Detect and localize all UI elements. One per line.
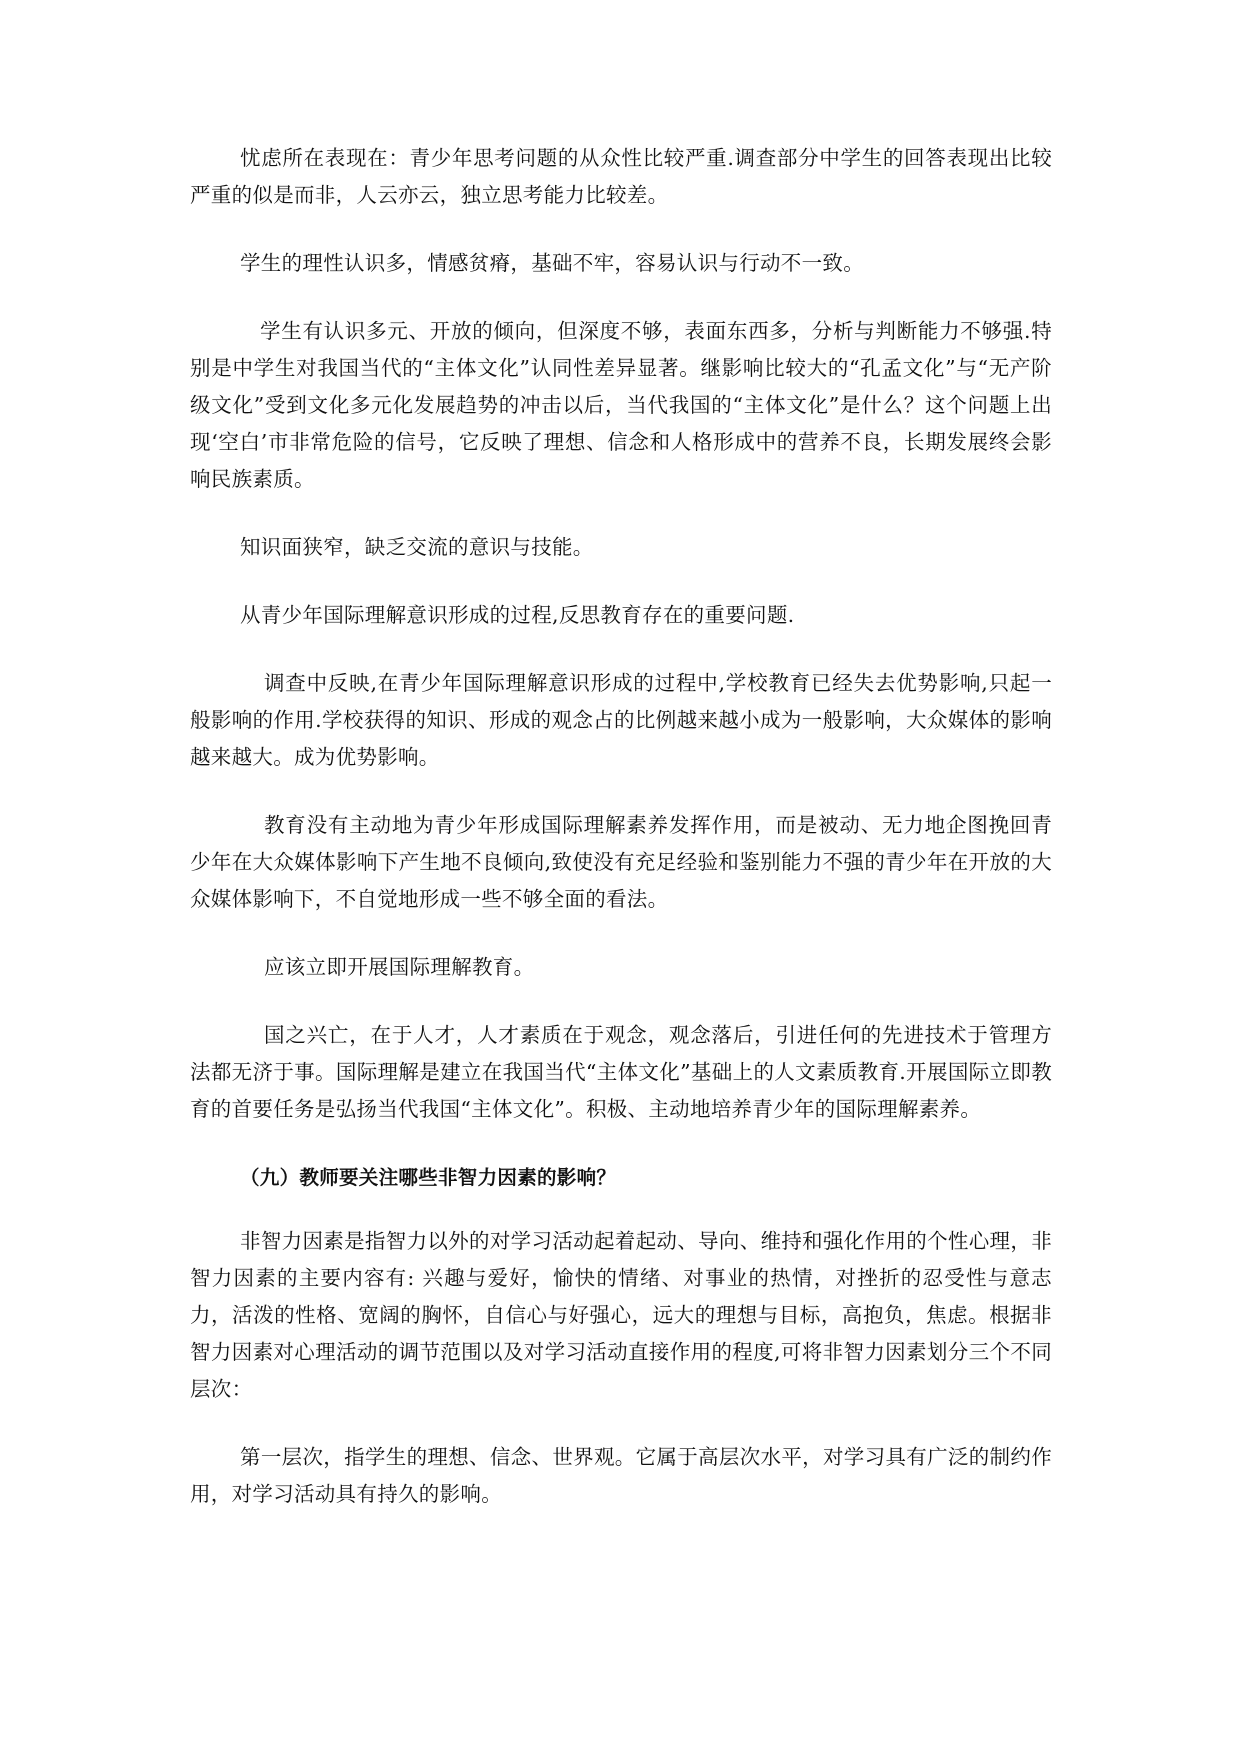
paragraph-start-education: 应该立即开展国际理解教育。 <box>264 955 535 979</box>
section-heading: （九）教师要关注哪些非智力因素的影响？ <box>240 1166 617 1189</box>
paragraph-narrow-knowledge: 知识面狭窄，缺乏交流的意识与技能。 <box>240 535 594 559</box>
paragraph-reflect-education: 从青少年国际理解意识形成的过程,反思教育存在的重要问题. <box>240 603 795 627</box>
paragraph-national-talent: 国之兴亡，在于人才，人才素质在于观念，观念落后，引进任何的先进技术于管理方法都无济于事。国际理解是建立在我国当代“主体文化”基础上的人文素质教育.开展国际立即教育的首要任务是弘扬当代我国“主体文化”。积极、主动地培养青少年的国际理解素养。 <box>190 1023 1052 1121</box>
paragraph-passive-education: 教育没有主动地为青少年形成国际理解素养发挥作用，而是被动、无力地企图挽回青少年在大众媒体影响下产生地不良倾向,致使没有充足经验和鉴别能力不强的青少年在开放的大众媒体影响下，不自觉地形成一些不够全面的看法。 <box>190 813 1052 911</box>
document-page <box>190 140 1052 1544</box>
paragraph-non-intellectual-factors: 非智力因素是指智力以外的对学习活动起着起动、导向、维持和强化作用的个性心理，非智力因素的主要内容有: 兴趣与爱好，愉快的情绪、对事业的热情，对挫折的忍受性与意志力，活泼的性格、宽阔的胸怀，自信心与好强心，远大的理想与目标，高抱负，焦虑。根据非智力因素对心理活动的调节范围以及对学习活动直接作用的程度,可将非智力因素划分三个不同层次： <box>190 1229 1052 1401</box>
paragraph-rational-cognition: 学生的理性认识多，情感贫瘠，基础不牢，容易认识与行动不一致。 <box>240 251 864 275</box>
paragraph-conformity-concern: 忧虑所在表现在：青少年思考问题的从众性比较严重.调查部分中学生的回答表现出比较严重的似是而非，人云亦云，独立思考能力比较差。 <box>190 146 1052 207</box>
paragraph-diverse-cognition: 学生有认识多元、开放的倾向，但深度不够，表面东西多，分析与判断能力不够强.特别是中学生对我国当代的“主体文化”认同性差异显著。继影响比较大的“孔孟文化”与“无产阶级文化”受到文化多元化发展趋势的冲击以后，当代我国的“主体文化”是什么？这个问题上出现‘空白’市非常危险的信号，它反映了理想、信念和人格形成中的营养不良，长期发展终会影响民族素质。 <box>190 319 1052 491</box>
paragraph-first-level: 第一层次，指学生的理想、信念、世界观。它属于高层次水平，对学习具有广泛的制约作用，对学习活动具有持久的影响。 <box>190 1445 1052 1506</box>
paragraph-survey-reflection: 调查中反映,在青少年国际理解意识形成的过程中,学校教育已经失去优势影响,只起一般影响的作用.学校获得的知识、形成的观念占的比例越来越小成为一般影响，大众媒体的影响越来越大。成为优势影响。 <box>190 671 1052 769</box>
